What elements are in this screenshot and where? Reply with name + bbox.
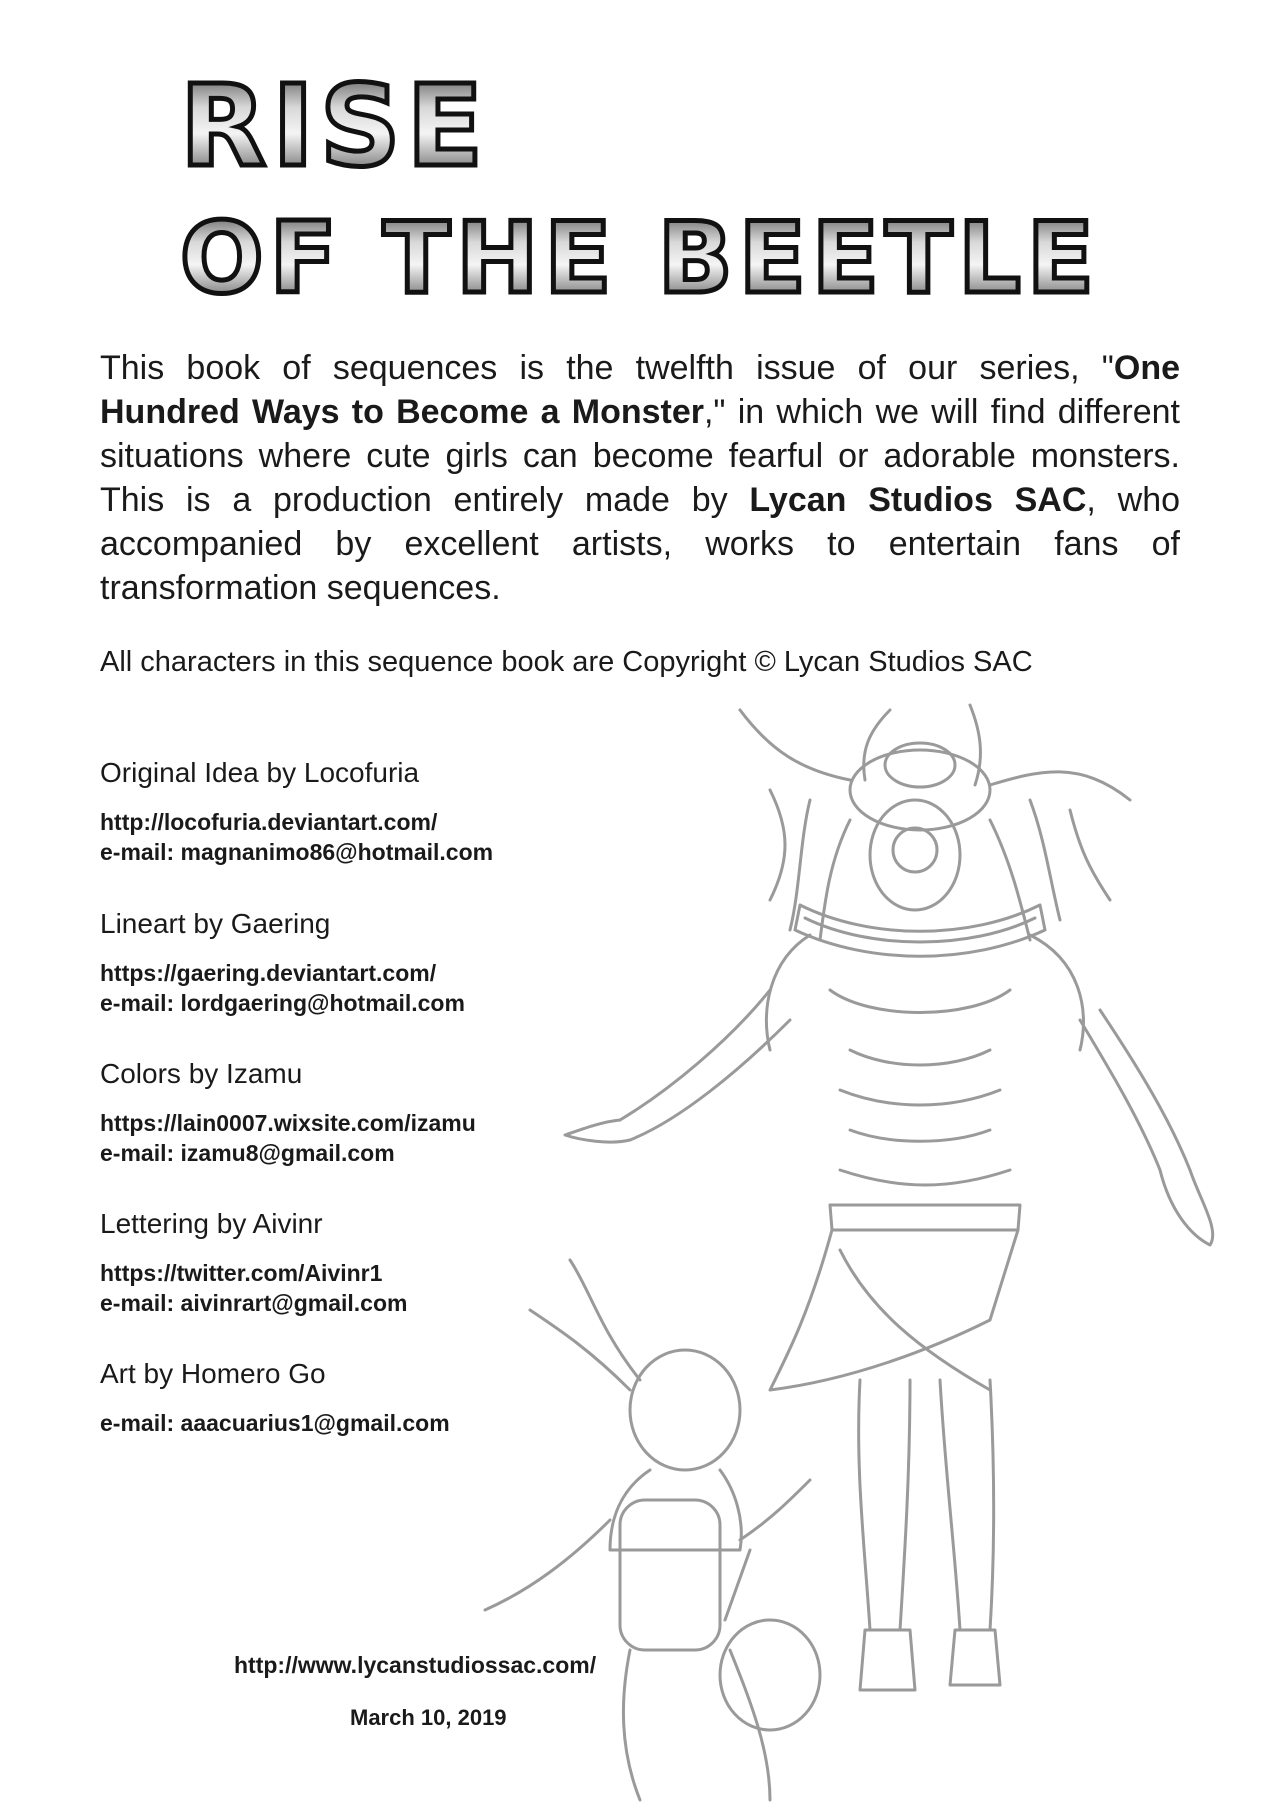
studio-name: Lycan Studios SAC bbox=[749, 481, 1087, 519]
credit-email[interactable]: e-mail: aaacuarius1@gmail.com bbox=[100, 1410, 450, 1436]
credit-email[interactable]: e-mail: magnanimo86@hotmail.com bbox=[100, 839, 494, 865]
credit-original-idea bbox=[100, 757, 493, 867]
credit-email[interactable]: e-mail: lordgaering@hotmail.com bbox=[100, 990, 465, 1016]
credit-website-link[interactable]: https://twitter.com/Aivinr1 bbox=[100, 1260, 383, 1286]
credit-art bbox=[100, 1358, 450, 1438]
studio-website-link[interactable]: http://www.lycanstudiossac.com/ bbox=[234, 1652, 597, 1678]
credit-role: Lettering by Aivinr bbox=[100, 1208, 323, 1239]
girl-figure bbox=[485, 1260, 820, 1800]
copyright-notice: All characters in this sequence book are Copyright © Lycan Studios SAC bbox=[100, 646, 1033, 678]
credit-role: Colors by Izamu bbox=[100, 1058, 303, 1089]
series-name: One Hundred Ways to Become a Monster bbox=[100, 349, 1180, 431]
title-line-2: OF THE BEETLE bbox=[180, 202, 1100, 316]
credit-lineart bbox=[100, 908, 465, 1018]
credit-role: Original Idea by Locofuria bbox=[100, 757, 420, 788]
credit-website-link[interactable]: https://gaering.deviantart.com/ bbox=[100, 960, 437, 986]
credit-role: Lineart by Gaering bbox=[100, 908, 331, 939]
intro-paragraph: This book of sequences is the twelfth issue of our series, "One Hundred Ways to Become a Monster," in which we will find different situations where cute girls can become fearful or adorable monsters. This is a production entirely made by Lycan Studios SAC, who accompanied by excellent artists, works to entertain fans of transformation sequences. bbox=[100, 349, 1181, 607]
credit-lettering bbox=[100, 1208, 407, 1318]
credit-website-link[interactable]: http://locofuria.deviantart.com/ bbox=[100, 809, 438, 835]
credit-colors bbox=[100, 1058, 476, 1168]
credit-email[interactable]: e-mail: aivinrart@gmail.com bbox=[100, 1290, 408, 1316]
title-line-1: RISE bbox=[180, 62, 490, 192]
credit-role: Art by Homero Go bbox=[100, 1358, 326, 1389]
credit-website-link[interactable]: https://lain0007.wixsite.com/izamu bbox=[100, 1110, 476, 1136]
publication-date: March 10, 2019 bbox=[350, 1705, 507, 1730]
title-logo bbox=[0, 0, 1280, 330]
credit-email[interactable]: e-mail: izamu8@gmail.com bbox=[100, 1140, 395, 1166]
beetle-illustration bbox=[470, 690, 1280, 1813]
